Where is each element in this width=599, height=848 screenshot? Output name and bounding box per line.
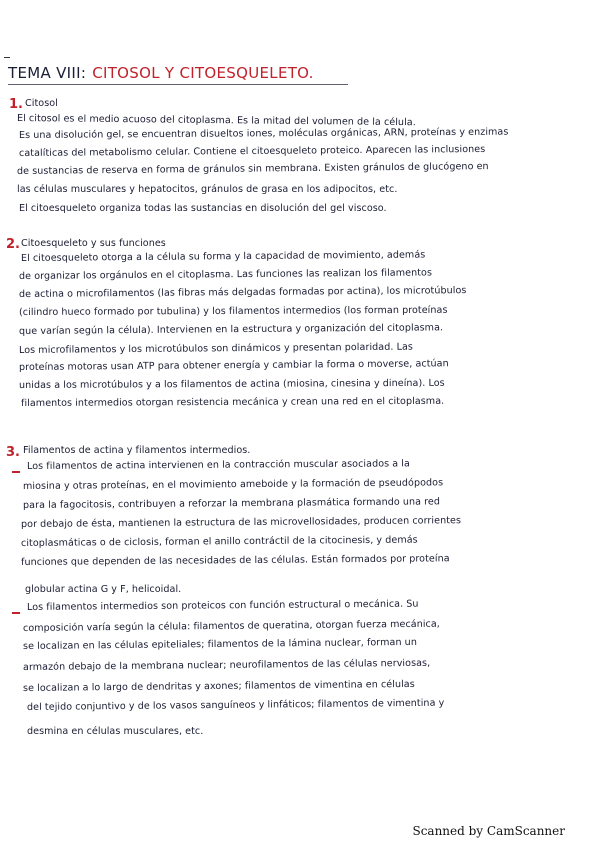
section-2-heading: Citoesqueleto y sus funciones bbox=[21, 238, 166, 249]
section-2-line-4: (cilindro hueco formado por tubulina) y los filamentos intermedios (los forman proteínas bbox=[18, 304, 448, 318]
stray-pen-mark bbox=[4, 57, 10, 58]
section-1-line-1: El citosol es el medio acuoso del citoplasma. Es la mitad del volumen de la célula. bbox=[16, 113, 416, 129]
section-3-b-line-7: desmina en células musculares, etc. bbox=[27, 726, 204, 737]
section-3-b-line-2: composición varía según la célula: filamentos de queratina, otorgan fuerza mecánica, bbox=[22, 618, 440, 634]
section-2-line-8: unidas a los microtúbulos y a los filamentos de actina (miosina, cinesina y dineína). Los bbox=[18, 377, 445, 391]
section-3-a-line-1: Los filamentos de actina intervienen en la contracción muscular asociados a la bbox=[26, 458, 410, 472]
section-1-line-3: catalíticas del metabolismo celular. Contiene el citoesqueleto proteico. Aparecen las inclusiones bbox=[18, 143, 486, 159]
section-3-a-line-5: citoplasmáticas o de ciclosis, forman el anillo contráctil de la citocinesis, y demás bbox=[20, 534, 418, 549]
section-2-line-1: El citoesqueleto otorga a la célula su forma y la capacidad de movimiento, además bbox=[20, 249, 426, 264]
section-3-number: 3. bbox=[6, 445, 20, 460]
section-1-line-4: de sustancias de reserva en forma de gránulos sin membrana. Existen gránulos de glucógeno en bbox=[16, 161, 489, 177]
bullet-dash-1 bbox=[12, 471, 20, 473]
section-3-b-line-4: armazón debajo de la membrana nuclear; neurofilamentos de las células nerviosas, bbox=[22, 657, 431, 673]
section-1-line-2: Es una disolución gel, se encuentran disueltos iones, moléculas orgánicas, ARN, proteínas y enzimas bbox=[18, 126, 509, 141]
section-2-line-9: filamentos intermedios otorgan resistencia mecánica y crean una red en el citoplasma. bbox=[20, 395, 445, 409]
section-1-line-6: El citoesqueleto organiza todas las sustancias en disolución del gel viscoso. bbox=[19, 203, 387, 214]
section-3-a-line-6: funciones que dependen de las necesidades de las células. Están formados por proteína bbox=[20, 553, 450, 568]
section-1-heading: Citosol bbox=[25, 98, 58, 109]
section-3-a-line-2: miosina y otras proteínas, en el movimiento ameboide y la formación de pseudópodos bbox=[22, 477, 444, 492]
section-2-line-6: Los microfilamentos y los microtúbulos son dinámicos y presentan polaridad. Las bbox=[18, 341, 413, 356]
section-1-number: 1. bbox=[9, 97, 23, 112]
section-3-a-line-3: para la fagocitosis, contribuyen a reforzar la membrana plasmática formando una red bbox=[22, 496, 441, 511]
title-subtitle: CITOSOL Y CITOESQUELETO. bbox=[92, 64, 314, 82]
section-2-line-7: proteínas motoras usan ATP para obtener energía y cambiar la forma o moverse, actúan bbox=[18, 358, 449, 373]
section-3-a-line-4: por debajo de ésta, mantienen la estructura de las microvellosidades, producen corrientes bbox=[20, 515, 462, 530]
scanner-watermark: Scanned by CamScanner bbox=[412, 824, 565, 838]
section-3-b-line-3: se localizan en las células epiteliales; filamentos de la lámina nuclear, forman un bbox=[22, 636, 417, 652]
section-2-line-5: que varían según la célula). Intervienen en la estructura y organización del citoplasma. bbox=[18, 322, 444, 337]
section-3-b-line-6: del tejido conjuntivo y de los vasos sanguíneos y linfáticos; filamentos de vimentina y bbox=[26, 697, 445, 713]
section-3-b-line-5: se localizan a lo largo de dendritas y axones; filamentos de vimentina en células bbox=[22, 678, 415, 694]
section-3-heading: Filamentos de actina y filamentos intermedios. bbox=[23, 445, 251, 456]
title-main: TEMA VIII: bbox=[8, 64, 87, 82]
bullet-dash-2 bbox=[12, 612, 20, 614]
section-3-b-line-1: Los filamentos intermedios son proteicos con función estructural o mecánica. Su bbox=[26, 598, 419, 613]
section-2-line-3: de actina o microfilamentos (las fibras más delgadas formadas por actina), los microtúbulos bbox=[18, 285, 467, 300]
title-underline bbox=[8, 84, 348, 85]
section-1-line-5: las células musculares y hepatocitos, gránulos de grasa en los adipocitos, etc. bbox=[17, 184, 398, 195]
section-2-number: 2. bbox=[6, 237, 20, 252]
section-3-a-line-7: globular actina G y F, helicoidal. bbox=[25, 584, 182, 595]
page-title bbox=[8, 64, 314, 82]
section-2-line-2: de organizar los orgánulos en el citoplasma. Las funciones las realizan los filamentos bbox=[18, 267, 433, 282]
